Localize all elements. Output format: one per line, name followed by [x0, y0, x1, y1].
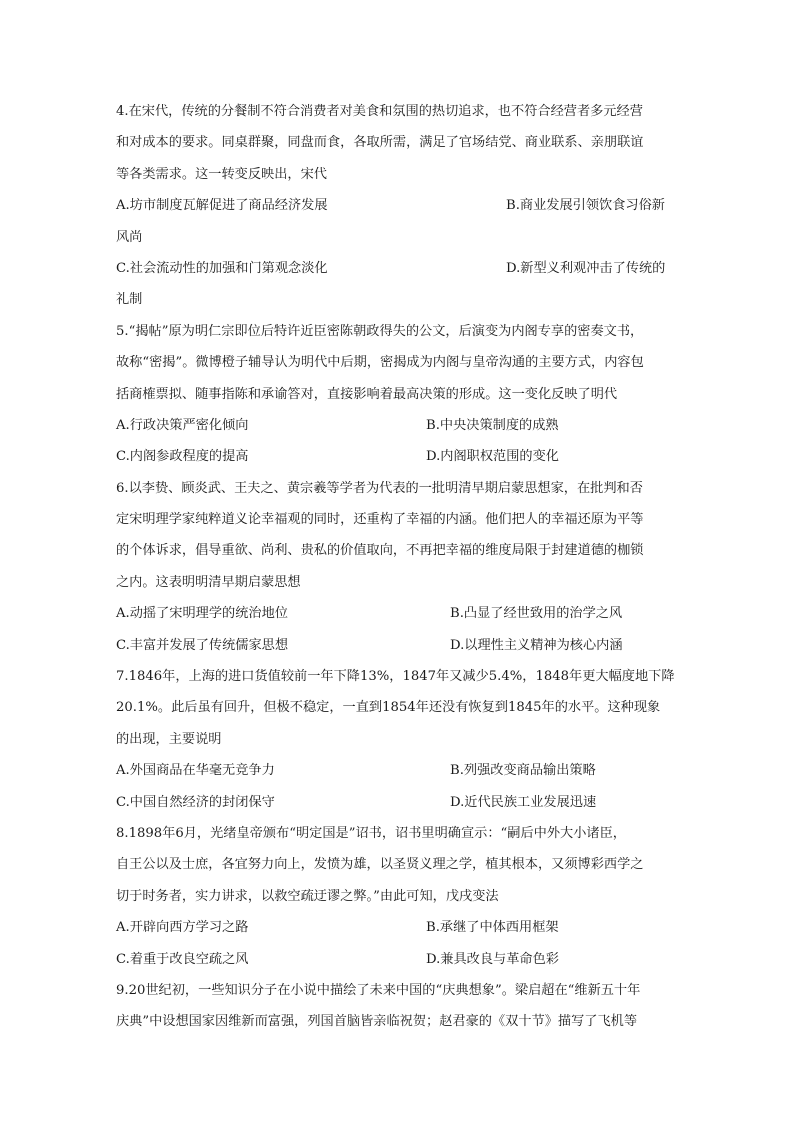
question-stem-line: 切于时务者，实力讲求，以救空疏迂谬之弊。”由此可知，戊戌变法	[116, 888, 499, 904]
option-a: A.外国商品在华毫无竞争力	[116, 763, 275, 779]
option-c: C.内阁参政程度的提高	[116, 449, 249, 465]
option-a: A.坊市制度瓦解促进了商品经济发展	[116, 198, 328, 214]
option-c: C.着重于改良空疏之风	[116, 951, 249, 967]
question-stem-line: 的出现，主要说明	[116, 731, 222, 747]
question-stem-line: 4.在宋代，传统的分餐制不符合消费者对美食和氛围的热切追求，也不符合经营者多元经营	[116, 104, 643, 119]
question-stem-line: 6.以李贽、顾炎武、王夫之、黄宗羲等学者为代表的一批明清早期启蒙思想家，在批判和否	[116, 480, 643, 496]
question-stem-line: 20.1%。此后虽有回升，但极不稳定，一直到1854年还没有恢复到1845年的水平。这种现象	[116, 700, 661, 716]
option-d: D.兼具改良与革命色彩	[426, 951, 559, 967]
question-stem-line: 之内。这表明明清早期启蒙思想	[116, 574, 301, 590]
option-c: C.丰富并发展了传统儒家思想	[116, 637, 289, 653]
question-stem-line: 的个体诉求，倡导重欲、尚利、贵私的价值取向，不再把幸福的维度局限于封建道德的枷锁	[116, 543, 644, 559]
option-b: B.承继了中体西用框架	[426, 920, 559, 936]
exam-page	[116, 96, 682, 1038]
question-stem-line: 7.1846年，上海的进口货值较前一年下降13%，1847年又减少5.4%，1848年更大幅度地下降	[116, 669, 675, 685]
question-6	[116, 473, 682, 661]
question-7	[116, 661, 682, 818]
option-a: A.开辟向西方学习之路	[116, 920, 249, 936]
option-a: A.行政决策严密化倾向	[116, 417, 249, 433]
option-d-continued: 礼制	[116, 292, 143, 308]
question-stem-line: 定宋明理学家纯粹道义论幸福观的同时，还重构了幸福的内涵。他们把人的幸福还原为平等	[116, 512, 644, 528]
option-b: B.商业发展引领饮食习俗新	[506, 198, 665, 214]
option-c: C.社会流动性的加强和门第观念淡化	[116, 260, 328, 276]
question-stem-line: 和对成本的要求。同桌群聚，同盘而食，各取所需，满足了官场结党、商业联系、亲朋联谊	[116, 135, 644, 151]
option-a: A.动摇了宋明理学的统治地位	[116, 606, 288, 622]
option-b-continued: 风尚	[116, 229, 143, 245]
question-stem-line: 故称“密揭”。微博橙子辅导认为明代中后期，密揭成为内阁与皇帝沟通的主要方式，内容包	[116, 355, 644, 371]
option-b: B.凸显了经世致用的治学之风	[450, 606, 623, 622]
question-stem-line: 括商榷票拟、随事指陈和承谕答对，直接影响着最高决策的形成。这一变化反映了明代	[116, 386, 618, 402]
option-d: D.内阁职权范围的变化	[426, 449, 559, 465]
option-b: B.中央决策制度的成熟	[426, 417, 559, 433]
question-stem-line: 自王公以及士庶，各宜努力向上，发愤为雄，以圣贤义理之学，植其根本，又须博彩西学之	[116, 857, 644, 873]
option-d: D.以理性主义精神为核心内涵	[450, 637, 623, 653]
option-d: D.新型义利观冲击了传统的	[506, 260, 666, 276]
option-b: B.列强改变商品输出策略	[450, 763, 596, 779]
question-stem-line: 9.20世纪初，一些知识分子在小说中描绘了未来中国的“庆典想象”。梁启超在“维新五十年	[116, 982, 641, 998]
question-stem-line: 等各类需求。这一转变反映出，宋代	[116, 166, 327, 182]
question-stem-line: 5.“揭帖”原为明仁宗即位后特许近臣密陈朝政得失的公文，后演变为内阁专享的密奏文书，	[116, 323, 644, 339]
question-stem-line: 8.1898年6月，光绪皇帝颁布“明定国是”诏书，诏书里明确宣示：“嗣后中外大小诸臣，	[116, 825, 626, 841]
question-stem-line: 庆典”中设想国家因维新而富强，列国首脑皆亲临祝贺；赵君豪的《双十节》描写了飞机等	[116, 1014, 638, 1030]
option-c: C.中国自然经济的封闭保守	[116, 794, 275, 810]
option-d: D.近代民族工业发展迅速	[450, 794, 597, 810]
question-5	[116, 316, 682, 473]
question-9	[116, 975, 682, 1038]
question-4	[116, 96, 682, 316]
question-8	[116, 818, 682, 975]
